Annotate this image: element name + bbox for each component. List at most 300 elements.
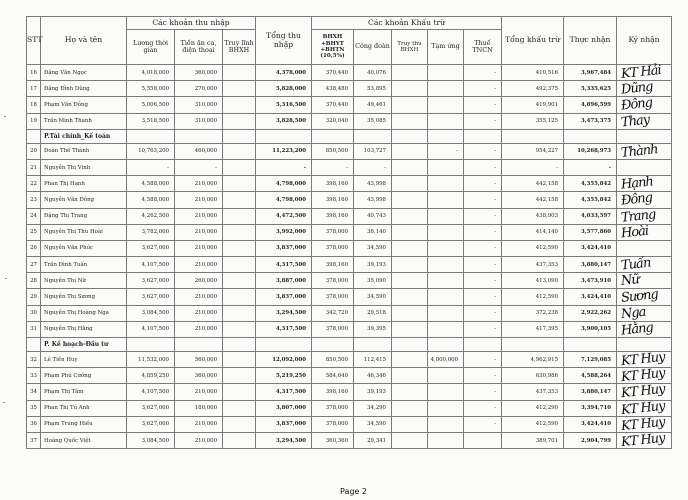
section-stt-cell [27,129,41,143]
insurance-cell: 378,000 [312,289,354,305]
signature: KT Huy [620,430,666,451]
section-row [27,338,672,352]
stt-cell: 28 [27,273,41,289]
scan-speck [4,116,6,117]
arrears-cell [223,97,256,113]
tax-cell: - [464,159,502,175]
section-empty-cell [617,129,672,143]
total-deduction-cell: 412,590 [502,416,564,432]
stt-cell: 26 [27,240,41,256]
signature: Thành [620,141,659,161]
income-group-header: Các khoản thu nhập [127,17,256,30]
salary-cell: 4,018,000 [127,65,175,81]
allowance-cell: 210,000 [175,321,223,337]
net-pay-cell: 3,880,147 [564,257,617,273]
total-income-cell: 5,219,250 [256,368,312,384]
arrears-cell [223,257,256,273]
insurance-cell: 378,000 [312,224,354,240]
allowance-cell: 210,000 [175,289,223,305]
union-cell: 29,518 [354,305,392,321]
salary-cell: 10,763,200 [127,143,175,159]
advance-cell [428,192,464,208]
tax-cell: - [464,305,502,321]
arrears-cell [223,368,256,384]
advance-cell [428,305,464,321]
arrears-cell [223,400,256,416]
signature: KT Huy [620,382,666,402]
net-pay-cell: 4,033,597 [564,208,617,224]
payroll-table [26,16,672,449]
net-pay-cell: 10,268,973 [564,143,617,159]
total-deduction-cell: 417,395 [502,321,564,337]
arrears-cell [223,176,256,192]
header-row-1 [27,17,672,30]
allowance-cell: 270,000 [175,81,223,97]
total-income-cell: 3,992,000 [256,224,312,240]
name-cell: Trần Minh Thanh [41,113,127,129]
stt-cell: 30 [27,305,41,321]
table-row [27,176,672,192]
arrears-ins-cell [392,81,428,97]
table-row [27,384,672,400]
advance-cell [428,321,464,337]
name-cell: Nguyễn Văn Đông [41,192,127,208]
union-cell: 49,461 [354,97,392,113]
tax-cell: - [464,97,502,113]
arrears-cell [223,352,256,368]
stt-cell: 17 [27,81,41,97]
arrears-ins-cell [392,305,428,321]
union-cell: 34,290 [354,400,392,416]
section-stt-cell [27,338,41,352]
tax-cell: - [464,224,502,240]
net-pay-cell: 5,335,625 [564,81,617,97]
insurance-cell: 342,720 [312,305,354,321]
net-pay-cell: 4,896,599 [564,97,617,113]
table-row [27,400,672,416]
insurance-header: BHXH +BHYT +BHTN (10,5%) [312,30,354,65]
name-cell: Phan Thị Tú Anh [41,400,127,416]
net-pay-cell: 2,922,262 [564,305,617,321]
salary-cell: 4,588,000 [127,176,175,192]
table-row [27,113,672,129]
net-pay-cell: 3,424,410 [564,416,617,432]
signature: Tuấn [620,255,652,274]
allowance-cell: 360,000 [175,368,223,384]
stt-cell: 18 [27,97,41,113]
allowance-cell: 210,000 [175,305,223,321]
table-row [27,368,672,384]
insurance-cell: 398,160 [312,192,354,208]
signature-cell [617,305,672,321]
signature-cell [617,257,672,273]
total-income-header: Tổng thu nhập [256,17,312,65]
union-cell: 34,590 [354,240,392,256]
allowance-cell: 210,000 [175,384,223,400]
advance-cell: 4,000,000 [428,352,464,368]
salary-cell: 4,588,000 [127,192,175,208]
net-pay-cell: 3,577,860 [564,224,617,240]
salary-cell: 3,627,000 [127,416,175,432]
name-cell: Nguyễn Thị Sương [41,289,127,305]
total-deduction-cell: 413,090 [502,273,564,289]
total-income-cell: 4,798,000 [256,176,312,192]
allowance-cell: 210,000 [175,416,223,432]
signature-cell [617,289,672,305]
signature: KT Huy [620,349,666,370]
section-empty-cell [428,338,464,352]
salary-cell: 3,627,000 [127,273,175,289]
insurance-cell: 850,500 [312,352,354,368]
section-empty-cell [223,338,256,352]
union-cell: 53,895 [354,81,392,97]
tax-cell: - [464,289,502,305]
net-pay-cell: 3,900,105 [564,321,617,337]
net-pay-cell: - [564,159,617,175]
stt-cell: 21 [27,159,41,175]
name-cell: Phạm Thị Tâm [41,384,127,400]
total-income-cell: 4,798,000 [256,192,312,208]
advance-cell [428,400,464,416]
section-empty-cell [223,129,256,143]
advance-header: Tạm ứng [428,30,464,65]
allowance-cell: 460,000 [175,143,223,159]
tax-cell: - [464,240,502,256]
stt-cell: 27 [27,257,41,273]
net-pay-cell: 3,424,410 [564,289,617,305]
name-cell: Đặng Văn Ngọc [41,65,127,81]
total-deduction-cell: 437,353 [502,384,564,400]
union-cell: 103,727 [354,143,392,159]
tax-cell: - [464,273,502,289]
tax-cell: - [464,113,502,129]
total-deduction-cell: 355,125 [502,113,564,129]
net-pay-cell: 4,355,842 [564,176,617,192]
section-empty-cell [127,129,175,143]
signature: Đông [620,190,653,209]
total-deduction-cell: 412,590 [502,240,564,256]
advance-cell [428,159,464,175]
tax-cell: - [464,143,502,159]
salary-cell: 4,262,500 [127,208,175,224]
arrears-cell [223,159,256,175]
name-cell: Phan Thị Hạnh [41,176,127,192]
deduction-group-header: Các khoản Khấu trừ [312,17,502,30]
total-income-cell: 3,294,500 [256,432,312,448]
total-income-cell: 3,837,000 [256,240,312,256]
advance-cell [428,257,464,273]
union-cell: 40,076 [354,65,392,81]
tax-cell: - [464,176,502,192]
table-row [27,432,672,448]
allowance-cell: - [175,159,223,175]
signature-cell [617,143,672,159]
arrears-ins-cell [392,352,428,368]
name-cell: Đặng Thị Trang [41,208,127,224]
tax-cell: - [464,416,502,432]
net-pay-cell: 3,967,484 [564,65,617,81]
stt-cell: 31 [27,321,41,337]
table-row [27,208,672,224]
arrears-cell [223,384,256,400]
name-cell: Hoàng Quốc Việt [41,432,127,448]
insurance-cell: 378,000 [312,400,354,416]
union-cell: - [354,159,392,175]
insurance-cell: 378,000 [312,273,354,289]
net-pay-cell: 2,904,799 [564,432,617,448]
total-deduction-cell: 438,903 [502,208,564,224]
arrears-ins-cell [392,289,428,305]
salary-cell: 3,627,000 [127,240,175,256]
signature: KT Huy [620,398,666,418]
signature-cell [617,321,672,337]
allowance-cell: 210,000 [175,432,223,448]
total-deduction-cell: 389,701 [502,432,564,448]
table-row [27,257,672,273]
arrears-ins-cell [392,97,428,113]
insurance-cell: 584,640 [312,368,354,384]
arrears-ins-header: Truy thu BHXH [392,30,428,65]
name-cell: Nguyễn Thị Thu Hoài [41,224,127,240]
advance-cell [428,224,464,240]
arrears-cell [223,143,256,159]
allowance-cell: 210,000 [175,257,223,273]
table-row [27,224,672,240]
union-cell: 39,395 [354,321,392,337]
section-empty-cell [428,129,464,143]
section-empty-cell [392,129,428,143]
tax-cell: - [464,400,502,416]
union-cell: 35,085 [354,113,392,129]
salary-cell: 3,518,500 [127,113,175,129]
total-deduction-cell: 412,290 [502,400,564,416]
salary-cell: 4,859,250 [127,368,175,384]
signature-cell [617,384,672,400]
net-pay-cell: 4,588,264 [564,368,617,384]
table-row [27,65,672,81]
signature: KT Hải [620,62,662,83]
total-deduction-cell: 442,158 [502,192,564,208]
name-cell: Đặng Đình Dũng [41,81,127,97]
table-row [27,143,672,159]
signature-cell [617,81,672,97]
total-income-cell: 4,317,500 [256,321,312,337]
arrears-cell [223,240,256,256]
advance-cell [428,416,464,432]
union-cell: 34,590 [354,416,392,432]
signature-cell [617,430,672,451]
salary-cell: 4,107,500 [127,384,175,400]
arrears-ins-cell [392,257,428,273]
section-empty-cell [564,338,617,352]
total-income-cell: 3,807,000 [256,400,312,416]
arrears-ins-cell [392,432,428,448]
tax-cell: - [464,65,502,81]
section-empty-cell [464,129,502,143]
stt-cell: 35 [27,400,41,416]
tax-cell: - [464,208,502,224]
advance-cell [428,289,464,305]
tax-cell: - [464,192,502,208]
payroll-rows [27,62,672,451]
total-income-cell: 5,316,500 [256,97,312,113]
signature-cell [617,192,672,208]
salary-cell: 4,107,500 [127,257,175,273]
allowance-cell: 560,000 [175,352,223,368]
insurance-cell: 320,040 [312,113,354,129]
arrears-ins-cell [392,240,428,256]
tax-cell: - [464,81,502,97]
advance-cell [428,240,464,256]
section-empty-cell [256,338,312,352]
salary-cell: - [127,159,175,175]
net-pay-cell: 3,473,910 [564,273,617,289]
union-cell: 43,998 [354,192,392,208]
arrears-cell [223,65,256,81]
insurance-cell: 398,160 [312,176,354,192]
arrears-header: Truy lĩnh BHXH [223,30,256,65]
salary-cell: 5,558,000 [127,81,175,97]
scan-speck [3,402,5,403]
advance-cell [428,65,464,81]
total-deduction-cell: 954,227 [502,143,564,159]
insurance-cell: 378,000 [312,416,354,432]
signature: Dũng [620,79,654,98]
signature-cell [617,113,672,129]
total-deduction-cell: 410,516 [502,65,564,81]
section-row [27,129,672,143]
signature: KT Huy [620,414,666,434]
section-empty-cell [502,129,564,143]
signature-cell [617,240,672,256]
stt-cell: 33 [27,368,41,384]
insurance-cell: 370,440 [312,65,354,81]
arrears-ins-cell [392,384,428,400]
insurance-cell: 398,160 [312,384,354,400]
signature-cell [617,224,672,240]
total-income-cell: 3,837,000 [256,289,312,305]
total-deduction-cell: 414,140 [502,224,564,240]
total-income-cell: 4,317,500 [256,257,312,273]
section-empty-cell [464,338,502,352]
section-empty-cell [392,338,428,352]
union-cell: 39,193 [354,384,392,400]
net-pay-cell: 3,424,410 [564,240,617,256]
total-income-cell: 3,828,500 [256,113,312,129]
section-label: P. Kế hoạch-Đầu tư [41,338,127,352]
union-cell: 29,341 [354,432,392,448]
arrears-ins-cell [392,273,428,289]
allowance-cell: 210,000 [175,208,223,224]
arrears-ins-cell [392,159,428,175]
salary-cell: 3,782,000 [127,224,175,240]
arrears-cell [223,321,256,337]
insurance-cell: 398,160 [312,208,354,224]
net-pay-cell: 4,355,842 [564,192,617,208]
arrears-ins-cell [392,143,428,159]
net-pay-cell: 3,473,375 [564,113,617,129]
insurance-cell: 438,480 [312,81,354,97]
tax-cell: - [464,368,502,384]
signature: Sương [620,287,659,307]
arrears-ins-cell [392,65,428,81]
tax-cell: - [464,257,502,273]
table-row [27,240,672,256]
table-row [27,81,672,97]
sign-header: Ký nhận [617,17,672,65]
stt-cell: 24 [27,208,41,224]
union-cell: 36,140 [354,224,392,240]
signature-cell [617,97,672,113]
name-cell: Nguyễn Thị Nữ [41,273,127,289]
union-cell: 112,415 [354,352,392,368]
advance-cell [428,432,464,448]
arrears-cell [223,289,256,305]
section-empty-cell [502,338,564,352]
name-header: Họ và tên [41,17,127,65]
tax-cell: - [464,352,502,368]
arrears-ins-cell [392,192,428,208]
arrears-cell [223,224,256,240]
total-deduction-cell: 437,353 [502,257,564,273]
allowance-cell: 210,000 [175,192,223,208]
table-row [27,289,672,305]
union-cell: 34,590 [354,289,392,305]
salary-cell: 3,084,500 [127,432,175,448]
allowance-header: Tiền ăn ca, điện thoại [175,30,223,65]
name-cell: Đoàn Thế Thành [41,143,127,159]
total-income-cell: 4,317,500 [256,384,312,400]
name-cell: Phạm Văn Đông [41,97,127,113]
salary-header: Lương thời gian [127,30,175,65]
scan-speck [5,278,7,279]
salary-cell: 11,532,000 [127,352,175,368]
total-income-cell: 3,294,500 [256,305,312,321]
allowance-cell: 210,000 [175,224,223,240]
allowance-cell: 360,000 [175,65,223,81]
arrears-ins-cell [392,208,428,224]
net-pay-cell: 3,394,710 [564,400,617,416]
signature: KT Huy [620,365,666,386]
stt-cell: 22 [27,176,41,192]
arrears-ins-cell [392,368,428,384]
union-cell: 39,193 [354,257,392,273]
total-deduction-cell: 442,158 [502,176,564,192]
insurance-cell: 378,000 [312,240,354,256]
total-income-cell: 5,828,000 [256,81,312,97]
advance-cell [428,113,464,129]
union-cell: 43,998 [354,176,392,192]
total-deduction-cell: 412,590 [502,289,564,305]
salary-cell: 4,107,500 [127,321,175,337]
arrears-cell [223,273,256,289]
insurance-cell: 398,160 [312,257,354,273]
arrears-cell [223,81,256,97]
name-cell: Phạm Trung Hiếu [41,416,127,432]
salary-cell: 3,627,000 [127,400,175,416]
arrears-ins-cell [392,321,428,337]
arrears-ins-cell [392,416,428,432]
table-row [27,192,672,208]
stt-cell: 20 [27,143,41,159]
stt-cell: 34 [27,384,41,400]
advance-cell [428,81,464,97]
total-deduction-cell: 372,238 [502,305,564,321]
name-cell: Nguyễn Văn Phúc [41,240,127,256]
insurance-cell: 850,500 [312,143,354,159]
total-income-cell: 3,887,000 [256,273,312,289]
signature: Trang [620,206,657,226]
